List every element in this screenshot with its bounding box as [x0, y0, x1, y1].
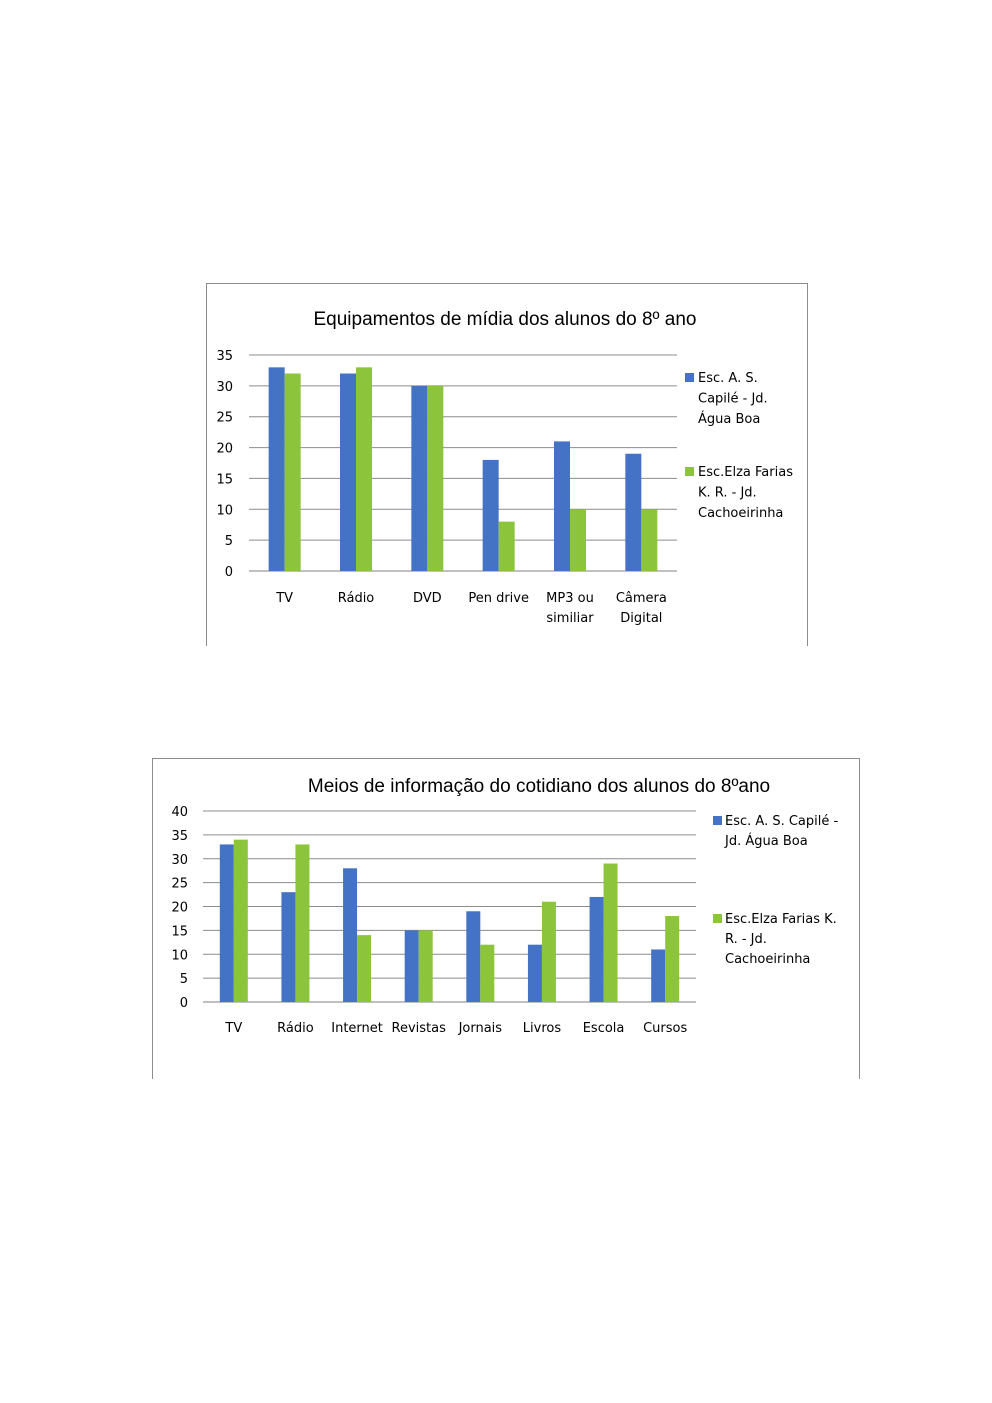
legend-swatch: [685, 373, 694, 382]
bar-series-1: [554, 441, 570, 571]
y-tick-label: 25: [171, 876, 188, 892]
y-tick-label: 5: [179, 972, 188, 988]
chart-title: Equipamentos de mídia dos alunos do 8º ano: [313, 309, 697, 330]
legend-label: Cachoeirinha: [698, 506, 784, 521]
legend-swatch: [713, 914, 722, 923]
bar-series-2: [357, 935, 371, 1002]
x-tick-label: Rádio: [337, 591, 375, 606]
bar-series-2: [665, 916, 679, 1002]
bar-series-1: [343, 868, 357, 1002]
bar-series-2: [427, 386, 443, 571]
bar-series-1: [269, 367, 285, 571]
bar-series-2: [295, 844, 309, 1002]
y-tick-label: 10: [171, 948, 188, 964]
y-tick-label: 30: [216, 379, 233, 395]
bar-series-1: [466, 911, 480, 1002]
legend-swatch: [685, 467, 694, 476]
bar-series-1: [340, 374, 356, 571]
x-tick-label: MP3 ou: [546, 591, 594, 606]
legend-label: K. R. - Jd.: [698, 485, 757, 501]
legend-label: Esc. A. S.: [698, 371, 758, 386]
chart-equipamentos-svg: [207, 284, 807, 646]
y-tick-label: 25: [216, 410, 233, 426]
y-tick-label: 15: [171, 924, 188, 940]
legend-label: Esc. A. S. Capilé -: [725, 814, 839, 829]
y-tick-label: 10: [216, 503, 233, 519]
bar-series-2: [419, 930, 433, 1002]
bar-series-2: [499, 522, 515, 571]
y-tick-label: 0: [224, 565, 233, 580]
bar-series-1: [411, 386, 427, 571]
legend-swatch: [713, 816, 722, 825]
x-tick-label: Jornais: [458, 1021, 503, 1036]
y-tick-label: 40: [171, 805, 188, 820]
y-tick-label: 30: [171, 852, 188, 868]
y-tick-label: 5: [224, 534, 233, 550]
x-tick-label: TV: [276, 591, 294, 606]
bar-series-2: [234, 840, 248, 1002]
y-tick-label: 0: [179, 996, 188, 1011]
legend-label: Esc.Elza Farias: [698, 465, 793, 480]
y-tick-label: 20: [171, 900, 188, 916]
x-tick-label: Câmera: [615, 591, 667, 606]
x-tick-label: Revistas: [391, 1021, 446, 1036]
chart-title: Meios de informação do cotidiano dos alunos do 8ºano: [307, 776, 771, 797]
y-tick-label: 20: [216, 441, 233, 457]
y-tick-label: 15: [216, 472, 233, 488]
x-tick-label: Rádio: [277, 1021, 314, 1036]
bar-series-2: [356, 367, 372, 571]
x-tick-label: Digital: [620, 611, 663, 626]
legend-label: R. - Jd.: [725, 932, 767, 947]
bar-series-1: [625, 454, 641, 571]
chart-equipamentos-midia: [206, 283, 808, 646]
bar-series-1: [405, 930, 419, 1002]
legend-label: Esc.Elza Farias K.: [725, 912, 837, 927]
bar-series-2: [641, 509, 657, 571]
x-tick-label: Cursos: [643, 1021, 688, 1036]
legend-label: Capilé - Jd.: [698, 391, 768, 407]
bar-series-1: [483, 460, 499, 571]
bar-series-1: [281, 892, 295, 1002]
bar-series-1: [590, 897, 604, 1002]
chart-meios-svg: [153, 759, 859, 1079]
bar-series-2: [604, 864, 618, 1002]
x-tick-label: TV: [225, 1021, 243, 1036]
bar-series-2: [542, 902, 556, 1002]
bar-series-2: [570, 509, 586, 571]
bar-series-1: [220, 844, 234, 1002]
x-tick-label: DVD: [412, 591, 442, 606]
y-tick-label: 35: [216, 349, 233, 364]
x-tick-label: Livros: [522, 1021, 562, 1036]
x-tick-label: Internet: [331, 1021, 383, 1036]
y-tick-label: 35: [171, 828, 188, 844]
chart-meios-informacao: [152, 758, 860, 1079]
x-tick-label: similiar: [546, 611, 594, 626]
bar-series-2: [480, 945, 494, 1002]
x-tick-label: Pen drive: [468, 591, 529, 606]
legend-label: Cachoeirinha: [725, 952, 811, 967]
legend-label: Jd. Água Boa: [725, 834, 808, 849]
bar-series-1: [528, 945, 542, 1002]
bar-series-2: [285, 374, 301, 571]
legend-label: Água Boa: [698, 412, 761, 427]
bar-series-1: [651, 949, 665, 1002]
x-tick-label: Escola: [582, 1021, 625, 1036]
